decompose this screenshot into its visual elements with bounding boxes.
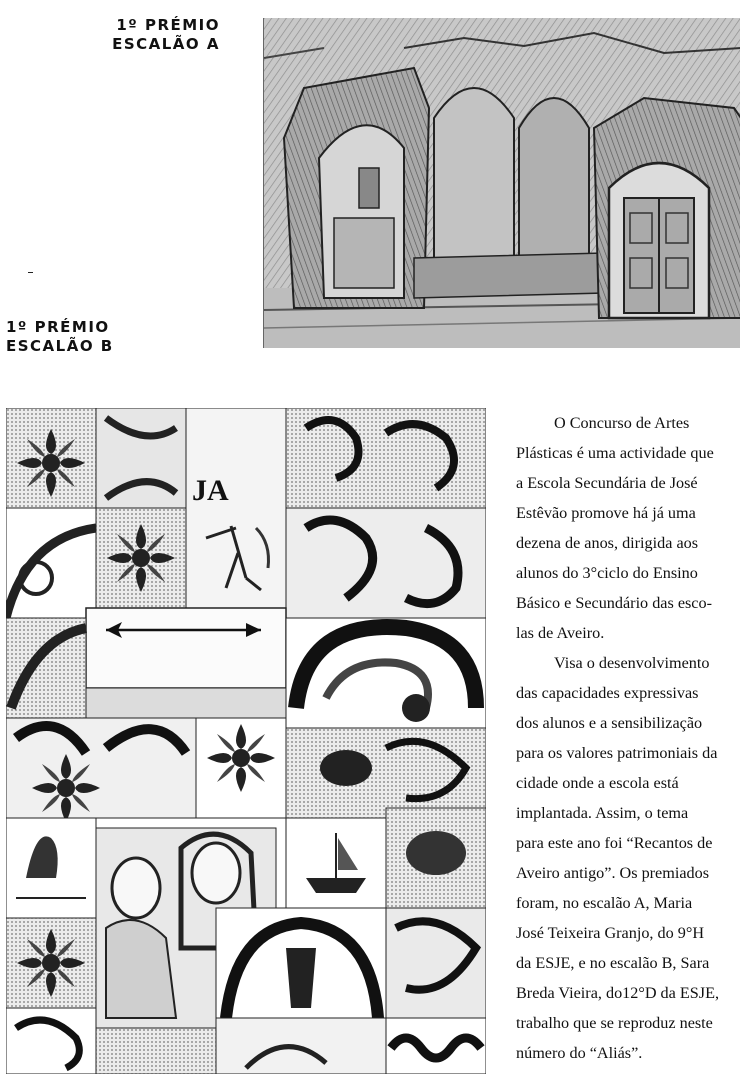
article-line: Aveiro antigo”. Os premiados <box>516 864 710 882</box>
article-line: Visa o desenvolvimento <box>554 654 710 672</box>
article-text <box>516 408 740 1068</box>
article-line: dezena de anos, dirigida aos <box>516 534 699 552</box>
prize-b-line2: ESCALÃO B <box>6 337 114 355</box>
article-line: alunos do 3°ciclo do Ensino <box>516 564 698 582</box>
article-line: José Teixeira Granjo, do 9°H <box>516 924 705 942</box>
article-line: Breda Vieira, do12°D da ESJE, <box>516 984 720 1002</box>
article-line: número do “Aliás”. <box>516 1044 643 1062</box>
prize-b-label <box>6 318 146 356</box>
tile-collage-escalao-b <box>6 408 486 1074</box>
article-line: Plásticas é uma actividade que <box>516 444 714 462</box>
stray-mark <box>28 272 33 273</box>
prize-a-line1: 1º PRÉMIO <box>116 16 220 34</box>
article-line: las de Aveiro. <box>516 624 605 642</box>
article-line: dos alunos e a sensibilização <box>516 714 703 732</box>
prize-a-line2: ESCALÃO A <box>112 35 220 53</box>
article-paragraph-2 <box>516 648 740 1068</box>
article-line: para os valores patrimoniais da <box>516 744 718 762</box>
article-line: das capacidades expressivas <box>516 684 699 702</box>
article-paragraph-1 <box>516 408 740 648</box>
prize-a-label <box>112 16 220 54</box>
prize-b-line1: 1º PRÉMIO <box>6 318 110 336</box>
article-line: da ESJE, e no escalão B, Sara <box>516 954 710 972</box>
tile-inscription: JA <box>192 474 229 507</box>
article-line: trabalho que se reproduz neste <box>516 1014 713 1032</box>
article-line: a Escola Secundária de José <box>516 474 698 492</box>
article-line: foram, no escalão A, Maria <box>516 894 693 912</box>
article-line: Básico e Secundário das esco- <box>516 594 712 612</box>
article-line: implantada. Assim, o tema <box>516 804 689 822</box>
article-line: para este ano foi “Recantos de <box>516 834 713 852</box>
article-line: Estêvão promove há já uma <box>516 504 696 522</box>
article-line: O Concurso de Artes <box>554 414 690 432</box>
article-line: cidade onde a escola está <box>516 774 679 792</box>
drawing-escalao-a <box>263 18 740 348</box>
